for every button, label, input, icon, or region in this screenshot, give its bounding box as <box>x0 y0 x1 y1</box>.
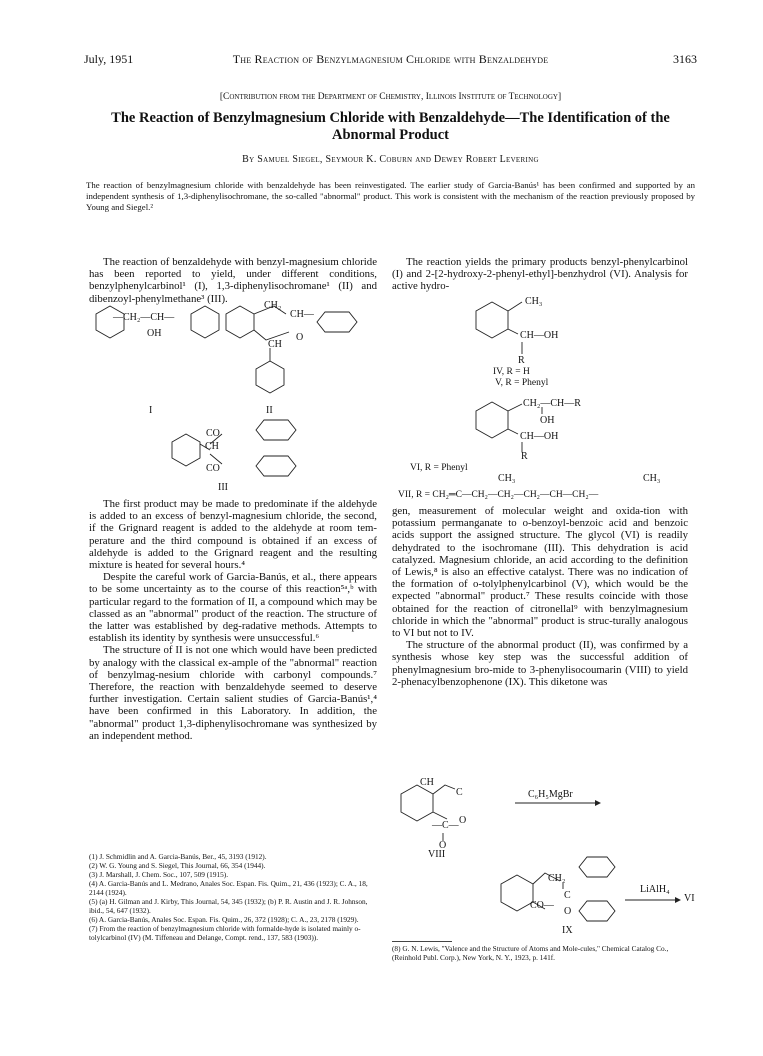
caption: VI, R = Phenyl <box>410 463 468 473</box>
group-label: O <box>459 815 467 826</box>
group-label: CH₃ <box>525 296 543 307</box>
footnote: (2) W. G. Young and S. Siegel, This Journal, 66, 354 (1944). <box>89 861 266 870</box>
author-line: By Samuel Siegel, Seymour K. Coburn and Dewey Robert Levering <box>242 154 539 165</box>
benzene-ring-icon <box>579 857 615 877</box>
page-number: 3163 <box>673 52 697 66</box>
paragraph: gen, measurement of molecular weight and oxida-tion with potassium permanganate to o-benzoyl-benzoic acid and benzoic acids support the assigned structure. The glycol (VI) is readily dehydrated to the isochromane (III). This dehydration is acid catalyzed. Magnesium chloride, an acid according to the definition of Lewis,⁸ is also an effective catalyst. There was no indication of the formation of o-tolylphenylcarbinol (V), which would be the expected "abnormal" product.⁷ These results coincide with those obtained for the reaction of citronellal⁹ with benzylmagnesium chloride in which the "abnormal" product is struc-turally analogous to VI but not to IV. <box>392 505 688 640</box>
abstract: The reaction of benzylmagnesium chloride with benzaldehyde has been reinvestigated. The earlier study of Garcia-Banús¹ has been confirmed and supported by an independent synthesis of 1,3-diphenylisochromane, the so-called "abnormal" product. This work is consistent with the mechanism of the reaction previously proposed by Young and Siegel.² <box>86 180 695 212</box>
product-label: VI <box>684 893 695 904</box>
footnote: (3) J. Marshall, J. Chem. Soc., 107, 509 (1915). <box>89 870 229 879</box>
paragraph: The reaction yields the primary products benzyl-phenylcarbinol (I) and 2-[2-hydroxy-2-phenyl-ethyl]-benzhydrol (VI). Analysis for active hydro- <box>392 256 688 293</box>
footnote: (5) (a) H. Gilman and J. Kirby, This Journal, 54, 345 (1932); (b) P. R. Austin and J. R. Johnson, ibid., 54, 647 (1932). <box>89 897 368 915</box>
group-label: CO <box>206 463 220 474</box>
left-column-body <box>89 498 377 742</box>
structure-label: IX <box>562 925 573 936</box>
group-label: CH <box>420 777 434 788</box>
group-label: —CH₂—CH— <box>113 312 175 323</box>
arrow-head-icon <box>595 800 601 806</box>
divider <box>392 941 452 942</box>
group-label: CH— <box>290 309 314 320</box>
arrow-head-icon <box>675 897 681 903</box>
benzene-ring-icon <box>501 875 533 911</box>
right-column-intro <box>392 256 688 293</box>
structure-label: I <box>149 405 153 416</box>
group-label: CO— <box>530 900 554 911</box>
benzene-ring-icon <box>317 312 357 332</box>
footnote: (8) G. N. Lewis, "Valence and the Structure of Atoms and Mole-cules," Chemical Catalog Co., (Reinhold Publ. Corp.), New York, N. Y., 1923, p. 141f. <box>392 944 669 962</box>
structure-label: III <box>218 482 228 493</box>
group-label: O <box>296 332 304 343</box>
footnotes-right <box>392 944 688 962</box>
issue-date: July, 1951 <box>84 52 134 66</box>
group-label: CH₂—CH—R <box>523 398 581 409</box>
group-label: CH <box>205 441 219 452</box>
group-label: C <box>564 890 571 901</box>
benzene-ring-icon <box>256 456 296 476</box>
group-label: R <box>518 355 525 366</box>
running-title: The Reaction of Benzylmagnesium Chloride with Benzaldehyde <box>232 52 549 66</box>
benzene-ring-icon <box>476 302 508 338</box>
benzene-ring-icon <box>401 785 433 821</box>
reagent-label: C₆H₅MgBr <box>528 789 573 800</box>
group-label: CH—OH <box>520 330 559 341</box>
article-title: The Reaction of Benzylmagnesium Chloride with Benzaldehyde—The Identification of the Abnormal Product <box>111 110 670 143</box>
reagent-label: LiAlH₄ <box>640 884 670 895</box>
footnote: (1) J. Schmidlin and A. Garcia-Banús, Ber., 45, 3193 (1912). <box>89 852 267 861</box>
benzene-ring-icon <box>476 402 508 438</box>
group-label: CH₂ <box>548 873 566 884</box>
contribution-line: [Contribution from the Department of Chemistry, Illinois Institute of Technology] <box>219 92 562 102</box>
group-label: C <box>456 787 463 798</box>
benzene-ring-icon <box>256 361 284 393</box>
benzene-ring-icon <box>579 901 615 921</box>
structure-label: II <box>266 405 273 416</box>
caption: V, R = Phenyl <box>495 378 549 388</box>
structure-label: VIII <box>428 849 446 860</box>
paragraph: The structure of II is not one which would have been predicted by analogy with the classical ex-ample of the "abnormal" reaction of benzylmag-nesium chloride with carbonyl compounds.⁷ Therefore, the reaction with benzaldehyde seemed to deserve further investigation. Certain salient studies of Garcia-Banús¹,⁴ have been confirmed in this Laboratory. In addition, the "abnormal" product 1,3-diphenylisochromane was synthesized by an independent method. <box>89 644 377 742</box>
paragraph: The reaction of benzaldehyde with benzyl-magnesium chloride has been reported to yield, under different conditions, benzylphenylcarbinol¹ (I), 1,3-diphenylisochromane¹ (II) and dibenzoyl-phenylmethane³ (III). <box>89 256 377 305</box>
group-label: CH₃ <box>498 473 516 484</box>
group-label: CH₂ <box>264 300 282 311</box>
paragraph: The structure of the abnormal product (II), was confirmed by a synthesis whose key step was the successful addition of phenylmagnesium bro-mide to 3-phenylisocoumarin (VIII) to yield 2-phenacylbenzophenone (IX). This diketone was <box>392 639 688 688</box>
structure-III <box>160 420 320 480</box>
group-label: CH <box>268 339 282 350</box>
group-label: OH <box>540 415 555 426</box>
footnote: (6) A. Garcia-Banús, Anales Soc. Espan. Fis. Quim., 26, 372 (1928); C. A., 23, 2178 (1929). <box>89 915 359 924</box>
group-label: O <box>439 840 447 851</box>
benzene-ring-icon <box>191 306 219 338</box>
benzene-ring-icon <box>172 434 200 466</box>
paragraph: The first product may be made to predominate if the aldehyde is added to an excess of benzyl-magnesium chloride, the second, if the Grignard reagent is added to the aldehyde at room tem-perature and the third compound is obtained if an excess of aldehyde is added to the Grignard reagent and the resulting mixture is heated for several hours.⁴ <box>89 498 377 572</box>
right-column-body <box>392 505 688 688</box>
running-header <box>84 52 697 68</box>
benzene-ring-icon <box>256 420 296 440</box>
group-label: OH <box>147 328 162 339</box>
group-label: O <box>564 906 572 917</box>
group-label: CH₃ <box>643 473 661 484</box>
group-label: R <box>521 451 528 462</box>
caption: VII, R = CH₂═C—CH₂—CH₂—CH₂—CH—CH₂— <box>398 490 599 500</box>
footnotes-left <box>89 852 377 942</box>
paragraph: Despite the careful work of Garcia-Banús, et al., there appears to be some uncertainty as to the course of this reaction⁵ᵃ,ᵇ with particular regard to the formation of II, a compound which may be classed as an "abnormal" product of the reaction. The structure of the latter was established by deg-radative methods. Attempts to establish its identity by synthesis were unsuccessful.⁶ <box>89 571 377 645</box>
benzene-ring-icon <box>226 306 254 338</box>
footnote: (7) From the reaction of benzylmagnesium chloride with formalde-hyde is isolated mainly o-tolylcarbinol (IV) (M. Tiffeneau and Delange, Compt. rend., 137, 583 (1903)). <box>89 924 361 942</box>
group-label: —C— <box>432 820 459 831</box>
group-label: CO <box>206 428 220 439</box>
footnote: (4) A. Garcia-Banús and L. Medrano, Anales Soc. Espan. Fis. Quim., 21, 436 (1923); C. A., 18, 2144 (1924). <box>89 879 368 897</box>
group-label: CH—OH <box>520 431 559 442</box>
caption: IV, R = H <box>493 367 530 377</box>
